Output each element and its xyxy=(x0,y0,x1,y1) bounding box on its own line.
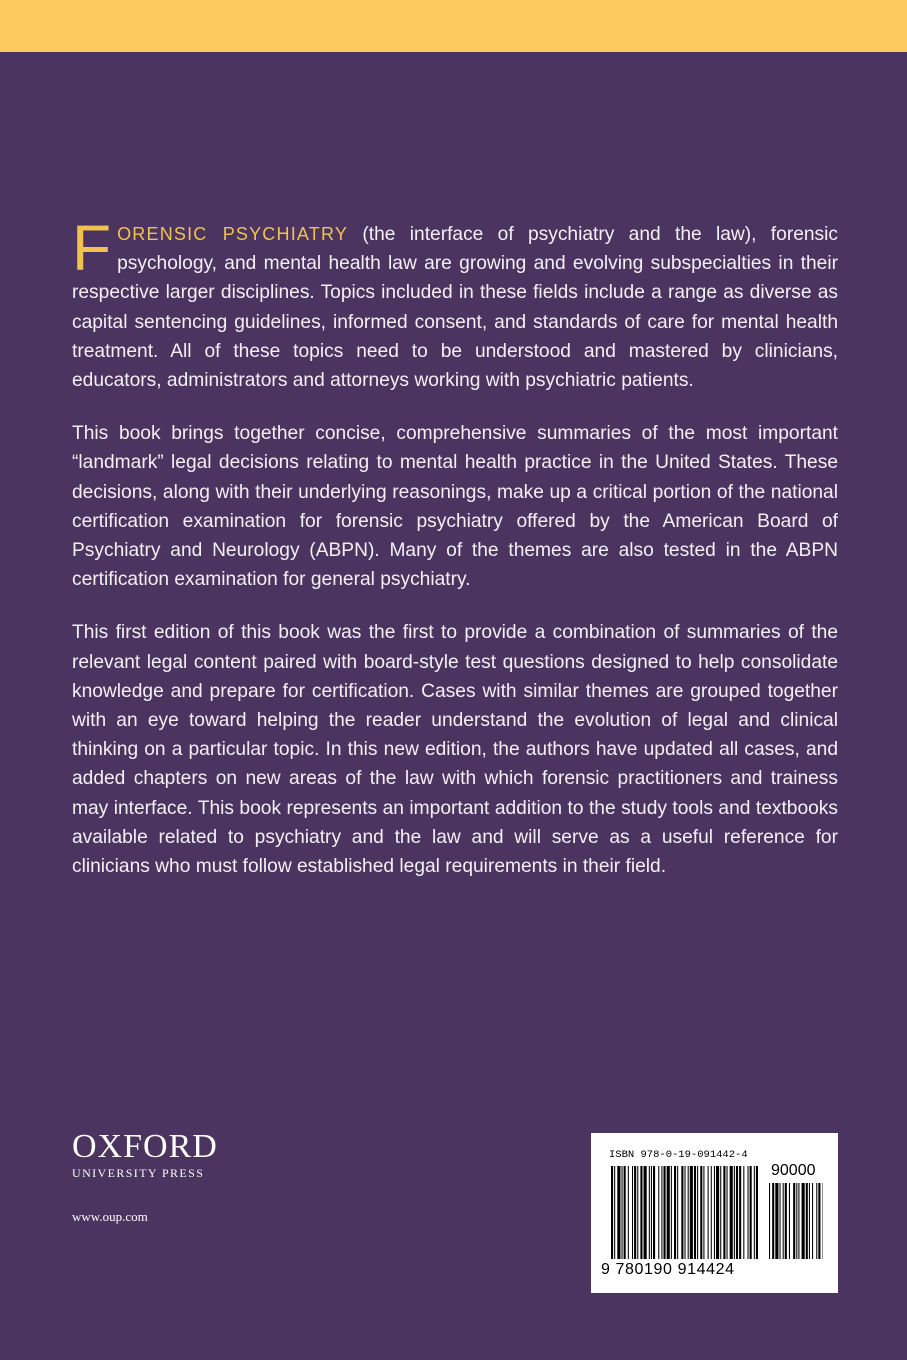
barcode-bar xyxy=(671,1166,672,1259)
barcode-bar xyxy=(736,1166,738,1259)
barcode-bar xyxy=(653,1166,655,1259)
barcode-bar xyxy=(714,1166,715,1259)
paragraph-1-text: (the interface of psychiatry and the law), forensic psychology, and mental health law are growing and evolving subspecialties in their respective larger disciplines. Topics included in these fields include a range as diverse as capital sentencing guidelines, informed consent, and standards of care for mental health treatment. All of these topics need to be understood and mastered by clinicians, educators, administrators and attorneys working with psychiatric patients. xyxy=(72,224,838,392)
barcode-bar xyxy=(756,1166,758,1259)
barcode-bar xyxy=(743,1166,744,1259)
barcode-bar xyxy=(793,1183,795,1259)
top-accent-band xyxy=(0,0,907,52)
barcode-bar xyxy=(775,1183,778,1259)
barcode-bar xyxy=(634,1166,636,1259)
barcode-bar xyxy=(628,1166,629,1259)
barcode-bar xyxy=(617,1166,620,1259)
barcode-bar xyxy=(664,1166,666,1259)
barcode-bar xyxy=(644,1166,647,1259)
barcode-bar xyxy=(640,1166,642,1259)
barcode-bar xyxy=(785,1183,787,1259)
barcode-bar xyxy=(677,1166,678,1259)
barcode-bar xyxy=(809,1183,810,1259)
barcode-bar xyxy=(703,1166,704,1259)
barcode-bar xyxy=(690,1166,693,1259)
barcode-bar xyxy=(727,1166,728,1259)
barcode-bar xyxy=(806,1183,808,1259)
barcode-bar xyxy=(649,1166,650,1259)
barcode-bar xyxy=(748,1166,749,1259)
barcode-bar xyxy=(688,1166,689,1259)
price-code: 90000 xyxy=(771,1162,816,1179)
barcode-bar xyxy=(772,1183,774,1259)
barcode-bar xyxy=(723,1166,725,1259)
barcode-bar xyxy=(818,1183,820,1259)
barcode-bar xyxy=(769,1183,770,1259)
publisher-url: www.oup.com xyxy=(72,1209,148,1224)
barcode-bar xyxy=(720,1166,721,1259)
barcode-bar xyxy=(798,1183,799,1259)
barcode-bar xyxy=(750,1166,752,1259)
barcode-bar xyxy=(694,1166,696,1259)
barcode-bar xyxy=(611,1166,613,1259)
barcode-bar xyxy=(614,1166,615,1259)
isbn-label: ISBN 978-0-19-091442-4 xyxy=(609,1149,748,1161)
barcode-bar xyxy=(739,1166,741,1259)
drop-cap: F xyxy=(72,212,112,284)
back-cover-blurb xyxy=(72,212,838,905)
barcode-bar xyxy=(651,1166,652,1259)
barcode-bar xyxy=(754,1166,755,1259)
barcode-box xyxy=(591,1133,838,1293)
barcode-bar xyxy=(637,1166,638,1259)
blurb-paragraph-3: This first edition of this book was the first to provide a combination of summaries of the relevant legal content paired with board-style test questions designed to help consolidate knowledge and prepare for certification. Cases with similar themes are grouped together with an eye toward helping the reader understand the evolution of legal and clinical thinking on a particular topic. In this new edition, the authors have updated all cases, and added chapters on new areas of the law with which forensic practitioners and trainess may interface. This book represents an important addition to the study tools and textbooks available related to psychiatry and the law and will serve as a useful reference for clinicians who must follow established legal requirements in their field. xyxy=(72,622,838,878)
barcode-bar xyxy=(802,1183,805,1259)
barcode-bar xyxy=(789,1183,790,1259)
publisher-logo xyxy=(72,1130,218,1225)
barcode-bar xyxy=(667,1166,670,1259)
barcode-bar xyxy=(622,1166,623,1259)
publisher-subtitle: UNIVERSITY PRESS xyxy=(72,1166,205,1180)
barcode-bar xyxy=(674,1166,676,1259)
barcode-bar xyxy=(697,1166,698,1259)
barcode-bar xyxy=(734,1166,735,1259)
barcode-bar xyxy=(730,1166,733,1259)
publisher-name: OXFORD xyxy=(72,1128,218,1165)
barcode-bar xyxy=(780,1183,781,1259)
barcode-bar xyxy=(661,1166,662,1259)
barcode-bar xyxy=(685,1166,686,1259)
blurb-paragraph-1 xyxy=(72,212,838,395)
barcode-bar xyxy=(816,1183,817,1259)
barcode-bar xyxy=(711,1166,712,1259)
barcode-bar xyxy=(716,1166,719,1259)
blurb-paragraph-2: This book brings together concise, comprehensive summaries of the most important “landmark” legal decisions relating to mental health practice in the United States. These decisions, along with their underlying reasonings, make up a critical portion of the national certification examination for forensic psychiatry offered by the American Board of Psychiatry and Neurology (ABPN). Many of the themes are also tested in the ABPN certification examination for general psychiatry. xyxy=(72,423,838,591)
barcode-bar xyxy=(658,1166,659,1259)
barcode-bar xyxy=(632,1166,633,1259)
ean-digits: 9 780190 914424 xyxy=(601,1261,735,1278)
lead-words: ORENSIC PSYCHIATRY xyxy=(117,224,349,244)
barcode-bar xyxy=(796,1183,797,1259)
barcode-bar xyxy=(783,1183,784,1259)
barcode-bar xyxy=(708,1166,709,1259)
barcode-bar xyxy=(812,1183,813,1259)
barcode-bar xyxy=(624,1166,626,1259)
barcode-bar xyxy=(700,1166,702,1259)
barcode-bar xyxy=(681,1166,683,1259)
